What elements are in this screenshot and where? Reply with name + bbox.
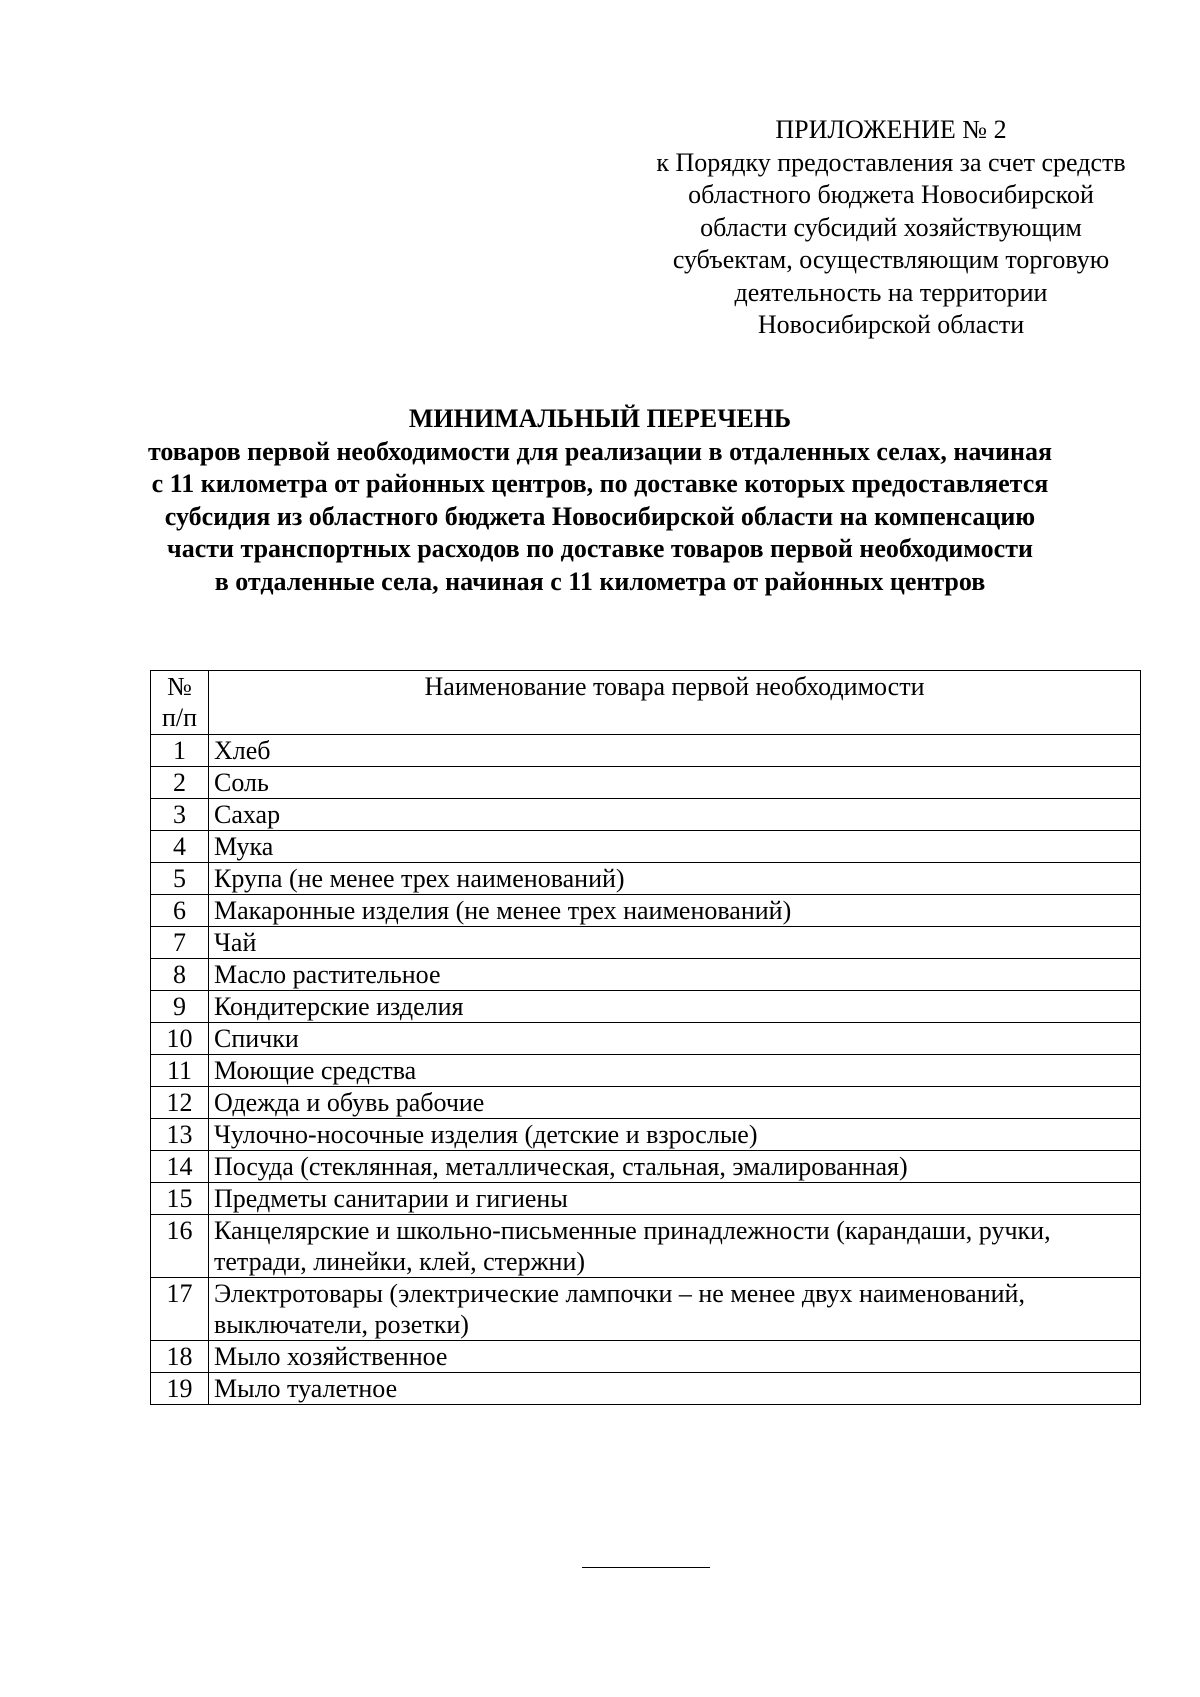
appendix-block — [612, 114, 1170, 342]
table-row — [151, 1087, 1141, 1119]
table-row — [151, 1055, 1141, 1087]
row-item-name: Одежда и обувь рабочие — [209, 1087, 1141, 1119]
header-number — [151, 671, 209, 735]
table-row — [151, 959, 1141, 991]
appendix-line: областного бюджета Новосибирской — [688, 180, 1094, 209]
header-number-line: № — [167, 672, 192, 701]
row-number: 7 — [151, 927, 209, 959]
appendix-line: Новосибирской области — [757, 310, 1025, 339]
title-line: в отдаленные села, начиная с 11 километра от районных центров — [214, 566, 986, 596]
row-item-name: Макаронные изделия (не менее трех наименований) — [209, 895, 1141, 927]
row-item-name: Кондитерские изделия — [209, 991, 1141, 1023]
goods-table — [150, 670, 1141, 1405]
row-number: 10 — [151, 1023, 209, 1055]
table-row — [151, 1341, 1141, 1373]
row-number: 5 — [151, 863, 209, 895]
row-number: 18 — [151, 1341, 209, 1373]
table-row — [151, 1373, 1141, 1405]
table-row — [151, 1278, 1141, 1341]
appendix-line: области субсидий хозяйствующим — [700, 212, 1082, 242]
row-item-name: Крупа (не менее трех наименований) — [209, 863, 1141, 895]
row-number: 6 — [151, 895, 209, 927]
row-number: 11 — [151, 1055, 209, 1087]
table-row — [151, 831, 1141, 863]
row-item-name: Электротовары (электрические лампочки – не менее двух наименований, выключатели, розетки) — [209, 1278, 1141, 1341]
row-number: 4 — [151, 831, 209, 863]
row-item-name: Чай — [209, 927, 1141, 959]
row-item-name: Спички — [209, 1023, 1141, 1055]
row-number: 12 — [151, 1087, 209, 1119]
table-row — [151, 735, 1141, 767]
row-item-name: Предметы санитарии и гигиены — [209, 1183, 1141, 1215]
row-item-name: Мыло хозяйственное — [209, 1341, 1141, 1373]
header-number-line: п/п — [161, 703, 198, 732]
appendix-line: субъектам, осуществляющим торговую — [672, 245, 1110, 274]
row-number: 17 — [151, 1278, 209, 1341]
appendix-line: ПРИЛОЖЕНИЕ № 2 — [775, 115, 1007, 144]
row-number: 9 — [151, 991, 209, 1023]
table-row — [151, 1023, 1141, 1055]
row-item-name: Канцелярские и школьно-письменные принадлежности (карандаши, ручки, тетради, линейки, клей, стержни) — [209, 1215, 1141, 1278]
row-number: 3 — [151, 799, 209, 831]
row-number: 16 — [151, 1215, 209, 1278]
row-number: 2 — [151, 767, 209, 799]
title-heading: МИНИМАЛЬНЫЙ ПЕРЕЧЕНЬ — [408, 404, 792, 433]
table-row — [151, 863, 1141, 895]
row-number: 14 — [151, 1151, 209, 1183]
table-header-row — [151, 671, 1141, 735]
row-item-name: Чулочно-носочные изделия (детские и взрослые) — [209, 1119, 1141, 1151]
table-row — [151, 1119, 1141, 1151]
row-item-name: Мука — [209, 831, 1141, 863]
table-row — [151, 1183, 1141, 1215]
table-row — [151, 991, 1141, 1023]
title-line: части транспортных расходов по доставке товаров первой необходимости — [167, 534, 1033, 563]
row-item-name: Моющие средства — [209, 1055, 1141, 1087]
row-item-name: Мыло туалетное — [209, 1373, 1141, 1405]
row-item-name: Масло растительное — [209, 959, 1141, 991]
appendix-line: к Порядку предоставления за счет средств — [656, 147, 1126, 177]
title-line: товаров первой необходимости для реализации в отдаленных селах, начиная — [147, 436, 1053, 466]
row-number: 1 — [151, 735, 209, 767]
row-item-name: Хлеб — [209, 735, 1141, 767]
row-item-name: Сахар — [209, 799, 1141, 831]
appendix-line: деятельность на территории — [734, 277, 1048, 307]
table-row — [151, 767, 1141, 799]
footer-divider — [582, 1567, 710, 1568]
document-title — [60, 403, 1140, 598]
table-row — [151, 1151, 1141, 1183]
title-line: с 11 километра от районных центров, по доставке которых предоставляется — [151, 469, 1049, 498]
table-row — [151, 927, 1141, 959]
row-number: 19 — [151, 1373, 209, 1405]
row-item-name: Соль — [209, 767, 1141, 799]
header-item-name: Наименование товара первой необходимости — [209, 671, 1141, 735]
table-row — [151, 799, 1141, 831]
row-item-name: Посуда (стеклянная, металлическая, стальная, эмалированная) — [209, 1151, 1141, 1183]
row-number: 15 — [151, 1183, 209, 1215]
table-row — [151, 1215, 1141, 1278]
row-number: 13 — [151, 1119, 209, 1151]
row-number: 8 — [151, 959, 209, 991]
title-line: субсидия из областного бюджета Новосибирской области на компенсацию — [164, 501, 1036, 531]
table-row — [151, 895, 1141, 927]
